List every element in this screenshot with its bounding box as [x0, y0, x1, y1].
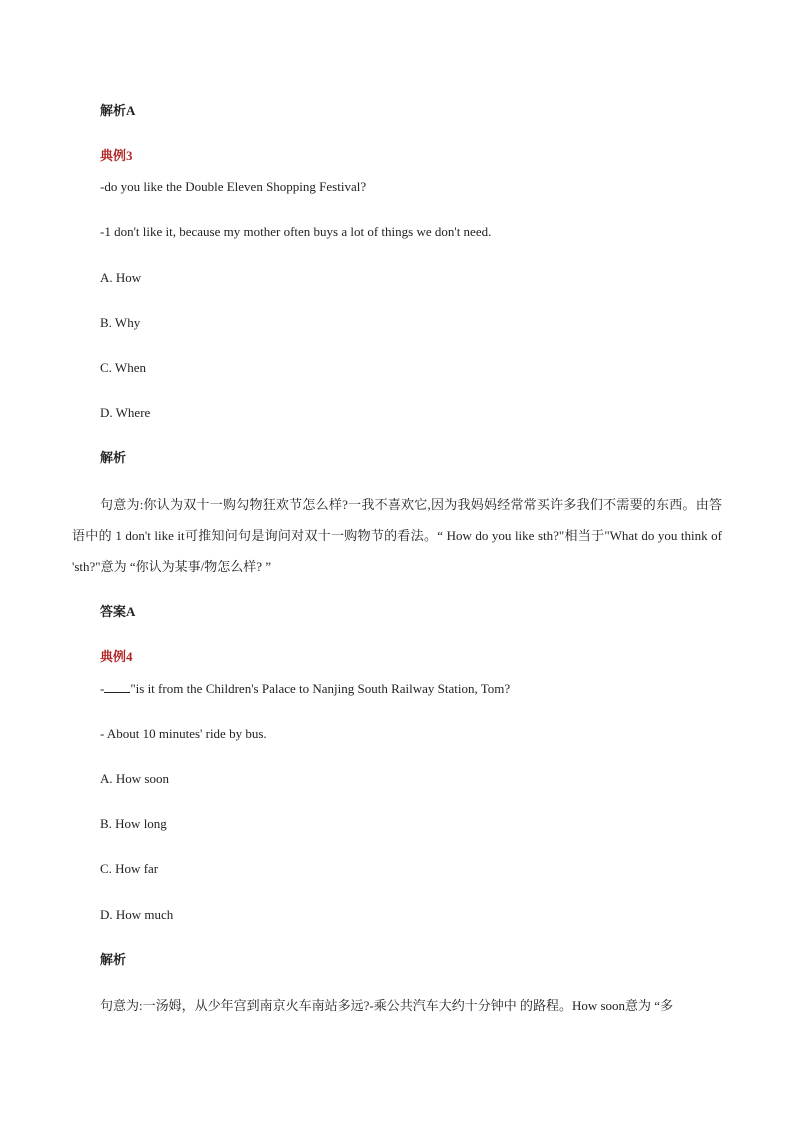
example-4-analysis-label: 解析: [100, 952, 127, 967]
example-4-option-b: B. How long: [100, 816, 167, 831]
example-3-response: -1 don't like it, because my mother often buys a lot of things we don't need.: [100, 224, 492, 239]
question-text: "is it from the Children's Palace to Nanjing South Railway Station, Tom?: [130, 681, 511, 696]
question-dash: -: [100, 681, 105, 696]
example-4-option-d: D. How much: [100, 907, 174, 922]
example-3-option-d: D. Where: [100, 405, 151, 420]
example-3-title: 典例3: [100, 148, 133, 163]
example-3-option-a: A. How: [100, 270, 142, 285]
example-4-option-a: A. How soon: [100, 771, 169, 786]
example-4-response: - About 10 minutes' ride by bus.: [100, 726, 267, 741]
example-4-title: 典例4: [100, 649, 133, 664]
answer-blank: [104, 681, 130, 693]
analysis-a-label: 解析A: [100, 103, 136, 118]
example-3-answer: 答案A: [100, 604, 136, 619]
example-3-analysis-text: 句意为:你认为双十一购勾物狂欢节怎么样?一我不喜欢它,因为我妈妈经常常买许多我们不需要的东西。由答语中的 1 don't like it可推知问句是询问对双十一购物节的看法。“ How do you like sth?"相当于"What do you think of 'sth?"意为 “你认为某事/物怎么样? ”: [72, 497, 722, 574]
example-4-option-c: C. How far: [100, 861, 159, 876]
example-3-question: -do you like the Double Eleven Shopping Festival?: [100, 179, 367, 194]
example-3-option-b: B. Why: [100, 315, 141, 330]
example-3-analysis-label: 解析: [100, 450, 127, 465]
example-4-question: [100, 680, 510, 698]
example-4-analysis-text: 句意为:一汤姆，从少年宫到南京火车南站多远?-乘公共汽车大约十分钟中 的路程。How soon意为 “多: [100, 998, 674, 1013]
example-3-option-c: C. When: [100, 360, 146, 375]
